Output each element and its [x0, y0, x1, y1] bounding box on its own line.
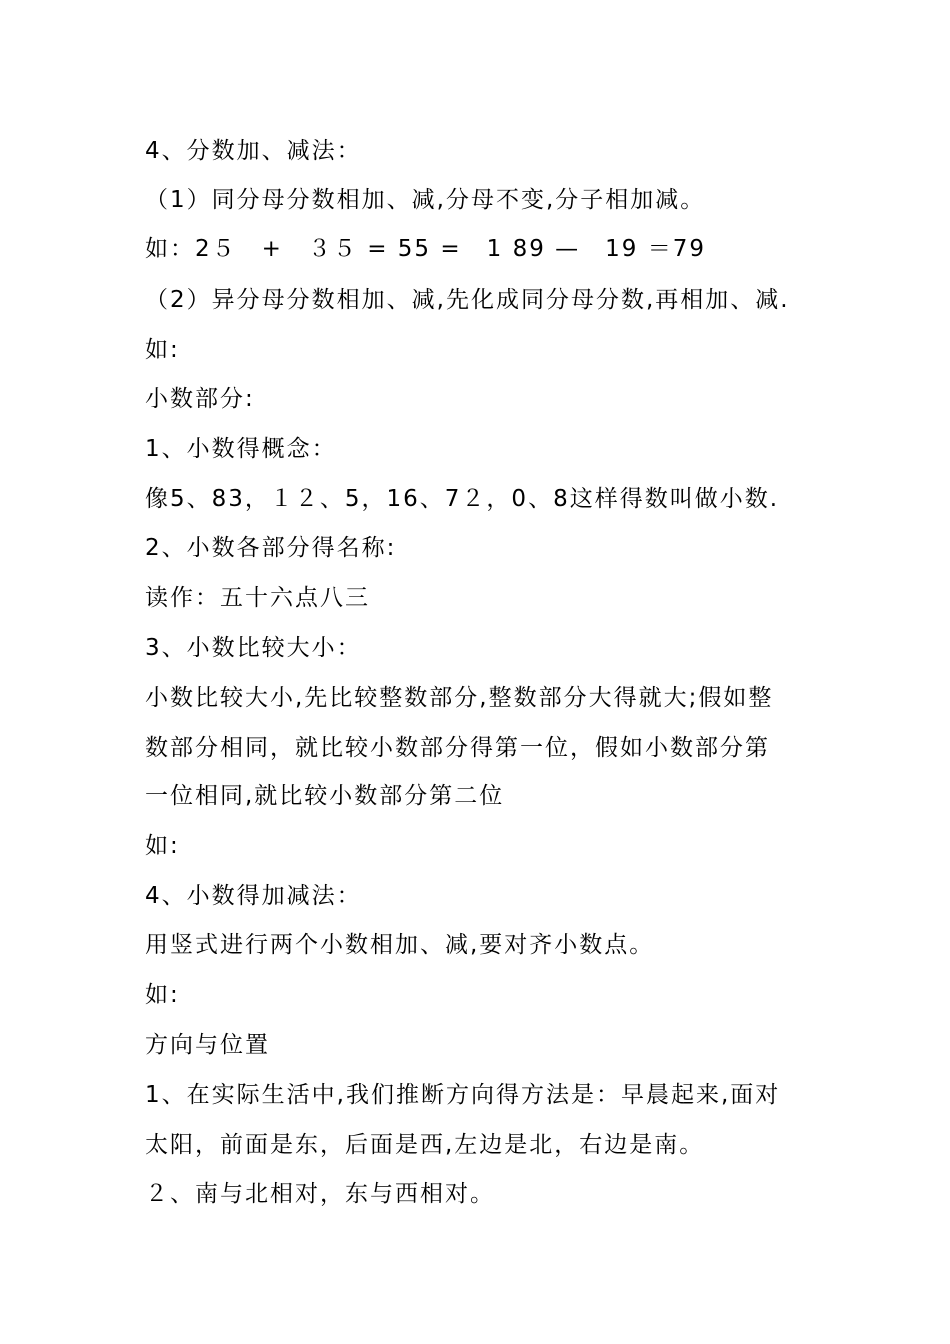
decimal-compare-text-2: 数部分相同，就比较小数部分得第一位，假如小数部分第: [145, 735, 770, 761]
decimal-reading-text: 读作：五十六点八三: [145, 585, 370, 611]
heading-decimal-concept: 1、小数得概念：: [145, 436, 337, 462]
rule-different-denominator: （2）异分母分数相加、减,先化成同分母分数,再相加、减.: [145, 287, 790, 313]
direction-text-3: ２、南与北相对，东与西相对。: [145, 1181, 495, 1207]
decimal-concept-text: 像5、83，１２、5，16、7２，0、8这样得数叫做小数.: [145, 486, 780, 512]
decimal-compare-text-1: 小数比较大小,先比较整数部分,整数部分大得就大;假如整: [145, 685, 774, 711]
direction-text-1: 1、在实际生活中,我们推断方向得方法是：早晨起来,面对: [145, 1082, 781, 1108]
heading-fraction-add-subtract: 4、分数加、减法：: [145, 138, 362, 164]
section-decimals: 小数部分:: [145, 386, 255, 412]
heading-decimal-add-subtract: 4、小数得加减法：: [145, 883, 362, 909]
decimal-compare-text-3: 一位相同,就比较小数部分第二位: [145, 783, 505, 809]
example-same-denominator: 如：2５ + ３５ = 55 = 1 89 — 19 ＝79: [145, 236, 707, 262]
heading-decimal-compare: 3、小数比较大小：: [145, 635, 362, 661]
example-label: 如:: [145, 833, 180, 859]
example-label: 如:: [145, 337, 180, 363]
section-direction-position: 方向与位置: [145, 1032, 270, 1058]
example-label: 如:: [145, 982, 180, 1008]
direction-text-2: 太阳，前面是东，后面是西,左边是北，右边是南。: [145, 1132, 705, 1158]
decimal-add-subtract-text: 用竖式进行两个小数相加、减,要对齐小数点。: [145, 932, 655, 958]
heading-decimal-parts: 2、小数各部分得名称:: [145, 535, 397, 561]
rule-same-denominator: （1）同分母分数相加、减,分母不变,分子相加减。: [145, 187, 706, 213]
